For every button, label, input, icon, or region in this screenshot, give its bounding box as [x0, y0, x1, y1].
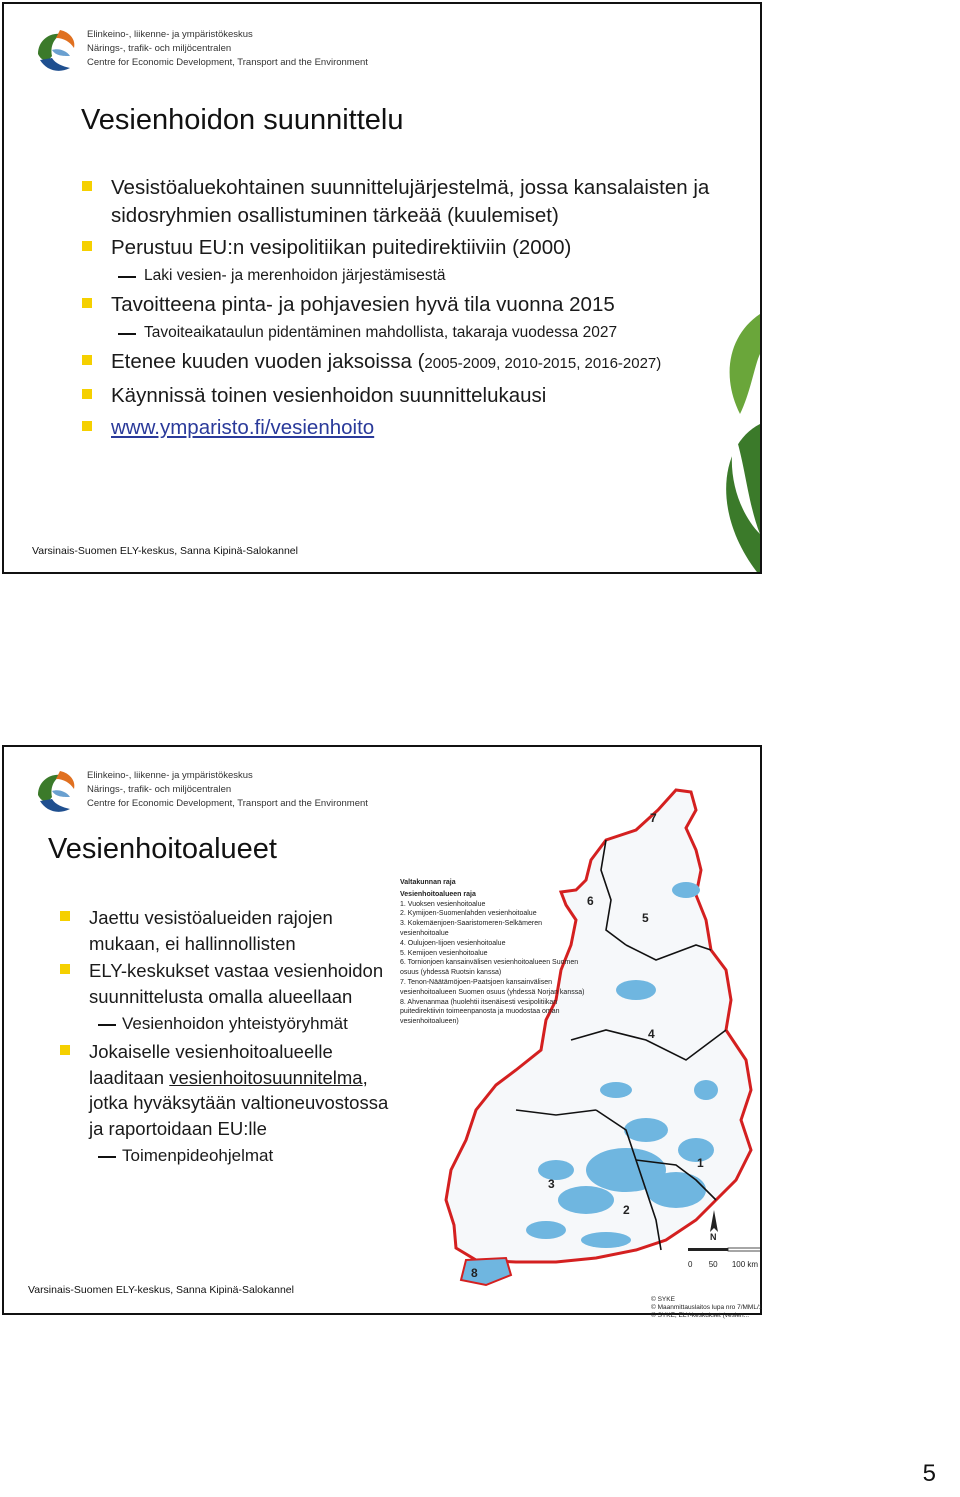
bullet-list: [82, 170, 722, 442]
ely-emblem-icon: [32, 767, 80, 819]
org-name-en: Centre for Economic Development, Transport and the Environment: [87, 798, 368, 809]
finland-water-management-map: [396, 770, 763, 1314]
area-number-7: 7: [650, 811, 657, 825]
area-number-4: 4: [648, 1027, 655, 1041]
bullet-item: Käynnissä toinen vesienhoidon suunnittelukausi: [82, 382, 722, 410]
bullet-item: Tavoitteena pinta- ja pohjavesien hyvä tila vuonna 2015: [82, 291, 722, 319]
plan-term: vesienhoitosuunnitelma: [169, 1066, 363, 1088]
legend-item: 8. Ahvenanmaa (huolehtii itsenäisesti vesipolitiikan puitedirektiivin toimeenpanosta ja muodostaa oman vesienhoitoalueen): [400, 998, 560, 1026]
area-number-3: 3: [548, 1177, 555, 1191]
org-name-sv: Närings-, trafik- och miljöcentralen: [87, 43, 232, 54]
period-years: 2005-2009, 2010-2015, 2016-2027): [424, 355, 662, 372]
scale-label-100: 100 km: [731, 1260, 759, 1269]
legend-item: 5. Kemijoen vesienhoitoalue: [400, 949, 488, 957]
vesienhoito-link[interactable]: www.ymparisto.fi/vesienhoito: [111, 416, 375, 439]
sub-bullet-item: Laki vesien- ja merenhoidon järjestämisestä: [82, 265, 722, 287]
copyright-line: © SYKE, ELY-keskukset (vesien...: [651, 1312, 749, 1319]
area-number-2: 2: [623, 1203, 630, 1217]
ely-emblem-icon: [32, 26, 80, 78]
bullet-item: ELY-keskukset vastaa vesienhoidon suunnittelusta omalla alueellaan: [60, 958, 390, 1009]
area-number-6: 6: [587, 894, 594, 908]
legend-item: 1. Vuoksen vesienhoitoalue: [400, 900, 486, 908]
area-number-5: 5: [642, 911, 649, 925]
bullet-item: [82, 348, 722, 378]
org-name-fi: Elinkeino-, liikenne- ja ympäristökeskus: [87, 770, 253, 781]
legend-heading: Vesienhoitoalueen raja: [400, 890, 476, 898]
bullet-list: [60, 903, 390, 1171]
bullet-item: Vesistöaluekohtainen suunnittelujärjestelmä, jossa kansalaisten ja sidosryhmien osallistuminen tärkeää (kuulemiset): [82, 174, 722, 230]
legend-item: 6. Tornionjoen kansainvälisen vesienhoitoalueen Suomen osuus (yhdessä Ruotsin kanssa): [400, 959, 579, 977]
ely-logo: [32, 26, 368, 82]
sub-bullet-item: Toimenpideohjelmat: [60, 1144, 390, 1168]
sub-bullet-item: Vesienhoidon yhteistyöryhmät: [60, 1012, 390, 1036]
north-arrow-icon: [710, 1210, 718, 1232]
legend-title: Valtakunnan raja: [400, 879, 456, 886]
sub-bullet-item: Tavoiteaikataulun pidentäminen mahdollista, takaraja vuodessa 2027: [82, 322, 722, 344]
slide-1: [2, 2, 762, 574]
ely-logo: [32, 767, 368, 823]
legend-item: 7. Tenon-Näätämöjoen-Paatsjoen kansainvälisen vesienhoitoalueen Suomen osuus (yhdessä Norjan kanssa): [400, 978, 585, 996]
slide-title: Vesienhoitoalueet: [48, 833, 277, 865]
bullet-text: , jotka hyväksytään valtioneuvostossa ja raportoidaan EU:lle: [89, 1066, 389, 1139]
scale-labels: [688, 1260, 758, 1269]
bullet-item: Jaettu vesistöalueiden rajojen mukaan, ei hallinnollisten: [60, 905, 390, 956]
organization-name: [87, 769, 368, 811]
scale-bar: [688, 1248, 760, 1251]
bullet-item: Perustuu EU:n vesipolitiikan puitedirektiiviin (2000): [82, 234, 722, 262]
legend-item: 3. Kokemäenjoen-Saaristomeren-Selkämeren vesienhoitoalue: [400, 920, 543, 937]
copyright-line: © Maanmittauslaitos lupa nro 7/MML/1: [651, 1304, 763, 1311]
organization-name: [87, 28, 368, 70]
bullet-text: Jokaiselle vesienhoitoalueelle laaditaan: [89, 1041, 333, 1088]
map-copyright: [651, 1296, 762, 1320]
area-number-1: 1: [697, 1156, 704, 1170]
area-number-8: 8: [471, 1266, 478, 1280]
org-name-sv: Närings-, trafik- och miljöcentralen: [87, 784, 232, 795]
org-name-fi: Elinkeino-, liikenne- ja ympäristökeskus: [87, 29, 253, 40]
north-label: N: [710, 1232, 717, 1242]
bullet-item: [82, 414, 722, 442]
scale-label-0: 0: [688, 1260, 693, 1269]
legend-item: 2. Kymijoen-Suomenlahden vesienhoitoalue: [400, 910, 537, 918]
aland-region: [461, 1258, 511, 1285]
org-name-en: Centre for Economic Development, Transport and the Environment: [87, 57, 368, 68]
bullet-text: Etenee kuuden vuoden jaksoissa (: [111, 350, 425, 373]
bullet-item: [60, 1039, 390, 1141]
scale-label-50: 50: [708, 1260, 718, 1269]
page-number: 5: [922, 1460, 936, 1487]
slide-footer: Varsinais-Suomen ELY-keskus, Sanna Kipinä-Salokannel: [28, 1284, 294, 1296]
copyright-line: © SYKE: [651, 1296, 675, 1303]
legend-item: 4. Oulujoen-Iijoen vesienhoitoalue: [400, 939, 506, 947]
slide-footer: Varsinais-Suomen ELY-keskus, Sanna Kipinä-Salokannel: [32, 545, 298, 557]
slide-title: Vesienhoidon suunnittelu: [81, 104, 404, 136]
map-legend: [400, 878, 590, 1027]
